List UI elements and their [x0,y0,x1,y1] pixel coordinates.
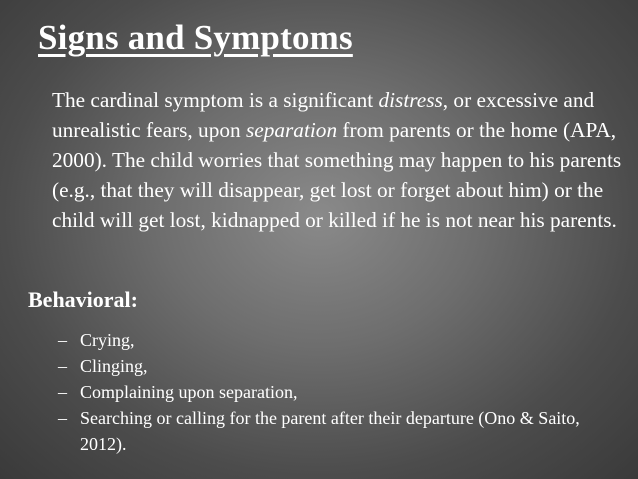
slide-title: Signs and Symptoms [38,18,353,57]
list-item-text: Clinging, [80,356,148,376]
list-item [58,327,628,353]
list-item-text: Crying, [80,330,135,350]
intro-emphasis-distress: distress [378,88,443,112]
intro-text-part2: , or excessive and unrealistic fears, upon [52,88,595,142]
bullet-dash: – [58,382,67,402]
behavioral-heading: Behavioral: [28,287,138,312]
bullet-dash: – [58,408,67,428]
bullet-dash: – [58,356,67,376]
intro-text-part3: from parents or the home (APA, 2000). The child worries that something may happen to his parents (e.g., that they will disappear, get lost or forget about him) or the child will get lost, kidnapped or killed if he is not near his parents. [52,118,622,232]
list-item [58,405,628,457]
behavior-list [58,327,628,457]
list-item [58,353,628,379]
intro-text-part1: The cardinal symptom is a significant [52,88,379,112]
list-item-text: Complaining upon separation, [80,382,298,402]
intro-paragraph [52,85,632,235]
list-item-text: Searching or calling for the parent after their departure (Ono & Saito, 2012). [80,408,580,454]
intro-emphasis-separation: separation [245,118,338,142]
list-item [58,379,628,405]
bullet-dash: – [58,330,67,350]
